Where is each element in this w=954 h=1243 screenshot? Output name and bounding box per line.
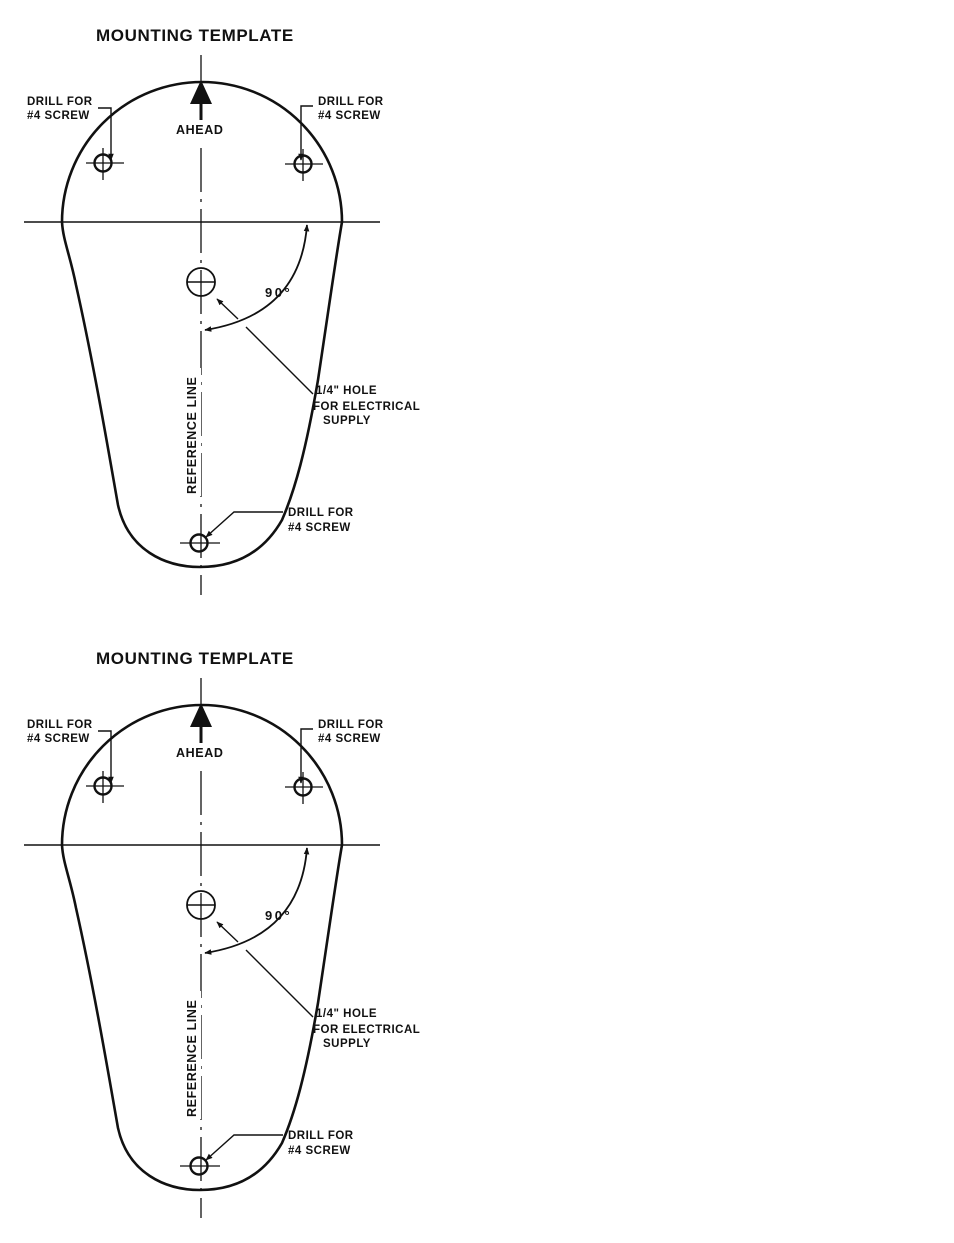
screw-bottom-label-line1: DRILL FOR (288, 1130, 354, 1142)
screw-bottom-leader (206, 512, 283, 537)
electrical-leader (246, 327, 313, 394)
screw-hole-bottom (180, 1158, 220, 1175)
screw-hole-bottom (180, 535, 220, 552)
mounting-template-drawing (0, 623, 954, 1243)
screw-left-label-line2: #4 SCREW (27, 733, 90, 745)
electrical-label-line1: 1/4" HOLE (316, 1008, 378, 1020)
electrical-label-line1: 1/4" HOLE (316, 385, 378, 397)
mounting-template-drawing (0, 0, 954, 620)
screw-right-label-line2: #4 SCREW (318, 110, 381, 122)
screw-bottom-label-line1: DRILL FOR (288, 507, 354, 519)
template-title: MOUNTING TEMPLATE (96, 649, 294, 668)
screw-right-label-line1: DRILL FOR (318, 719, 384, 731)
angle-label: 90° (265, 908, 293, 923)
ahead-label: AHEAD (176, 746, 224, 760)
screw-hole-right (285, 772, 323, 804)
angle-arc (205, 225, 307, 330)
reference-line-label: REFERENCE LINE (185, 999, 199, 1117)
electrical-label-line3: SUPPLY (323, 1038, 371, 1050)
screw-bottom-leader (206, 1135, 283, 1160)
screw-hole-left (86, 771, 124, 803)
angle-label: 90° (265, 285, 293, 300)
screw-left-label-line1: DRILL FOR (27, 719, 93, 731)
mounting-template-2 (0, 623, 954, 1243)
screw-hole-left (86, 148, 124, 180)
electrical-leader (246, 950, 313, 1017)
screw-left-label-line2: #4 SCREW (27, 110, 90, 122)
electrical-label-line2: FOR ELECTRICAL (313, 1024, 421, 1036)
electrical-label-line2: FOR ELECTRICAL (313, 401, 421, 413)
electrical-label-line3: SUPPLY (323, 415, 371, 427)
ahead-arrow-icon (190, 80, 212, 104)
reference-line-label: REFERENCE LINE (185, 376, 199, 494)
angle-arc (205, 848, 307, 953)
screw-right-label-line2: #4 SCREW (318, 733, 381, 745)
screw-bottom-label-line2: #4 SCREW (288, 522, 351, 534)
screw-bottom-label-line2: #4 SCREW (288, 1145, 351, 1157)
ahead-label: AHEAD (176, 123, 224, 137)
mounting-template-1 (0, 0, 954, 620)
screw-hole-right (285, 149, 323, 181)
screw-right-label-line1: DRILL FOR (318, 96, 384, 108)
ahead-arrow-icon (190, 703, 212, 727)
screw-left-label-line1: DRILL FOR (27, 96, 93, 108)
template-title: MOUNTING TEMPLATE (96, 26, 294, 45)
